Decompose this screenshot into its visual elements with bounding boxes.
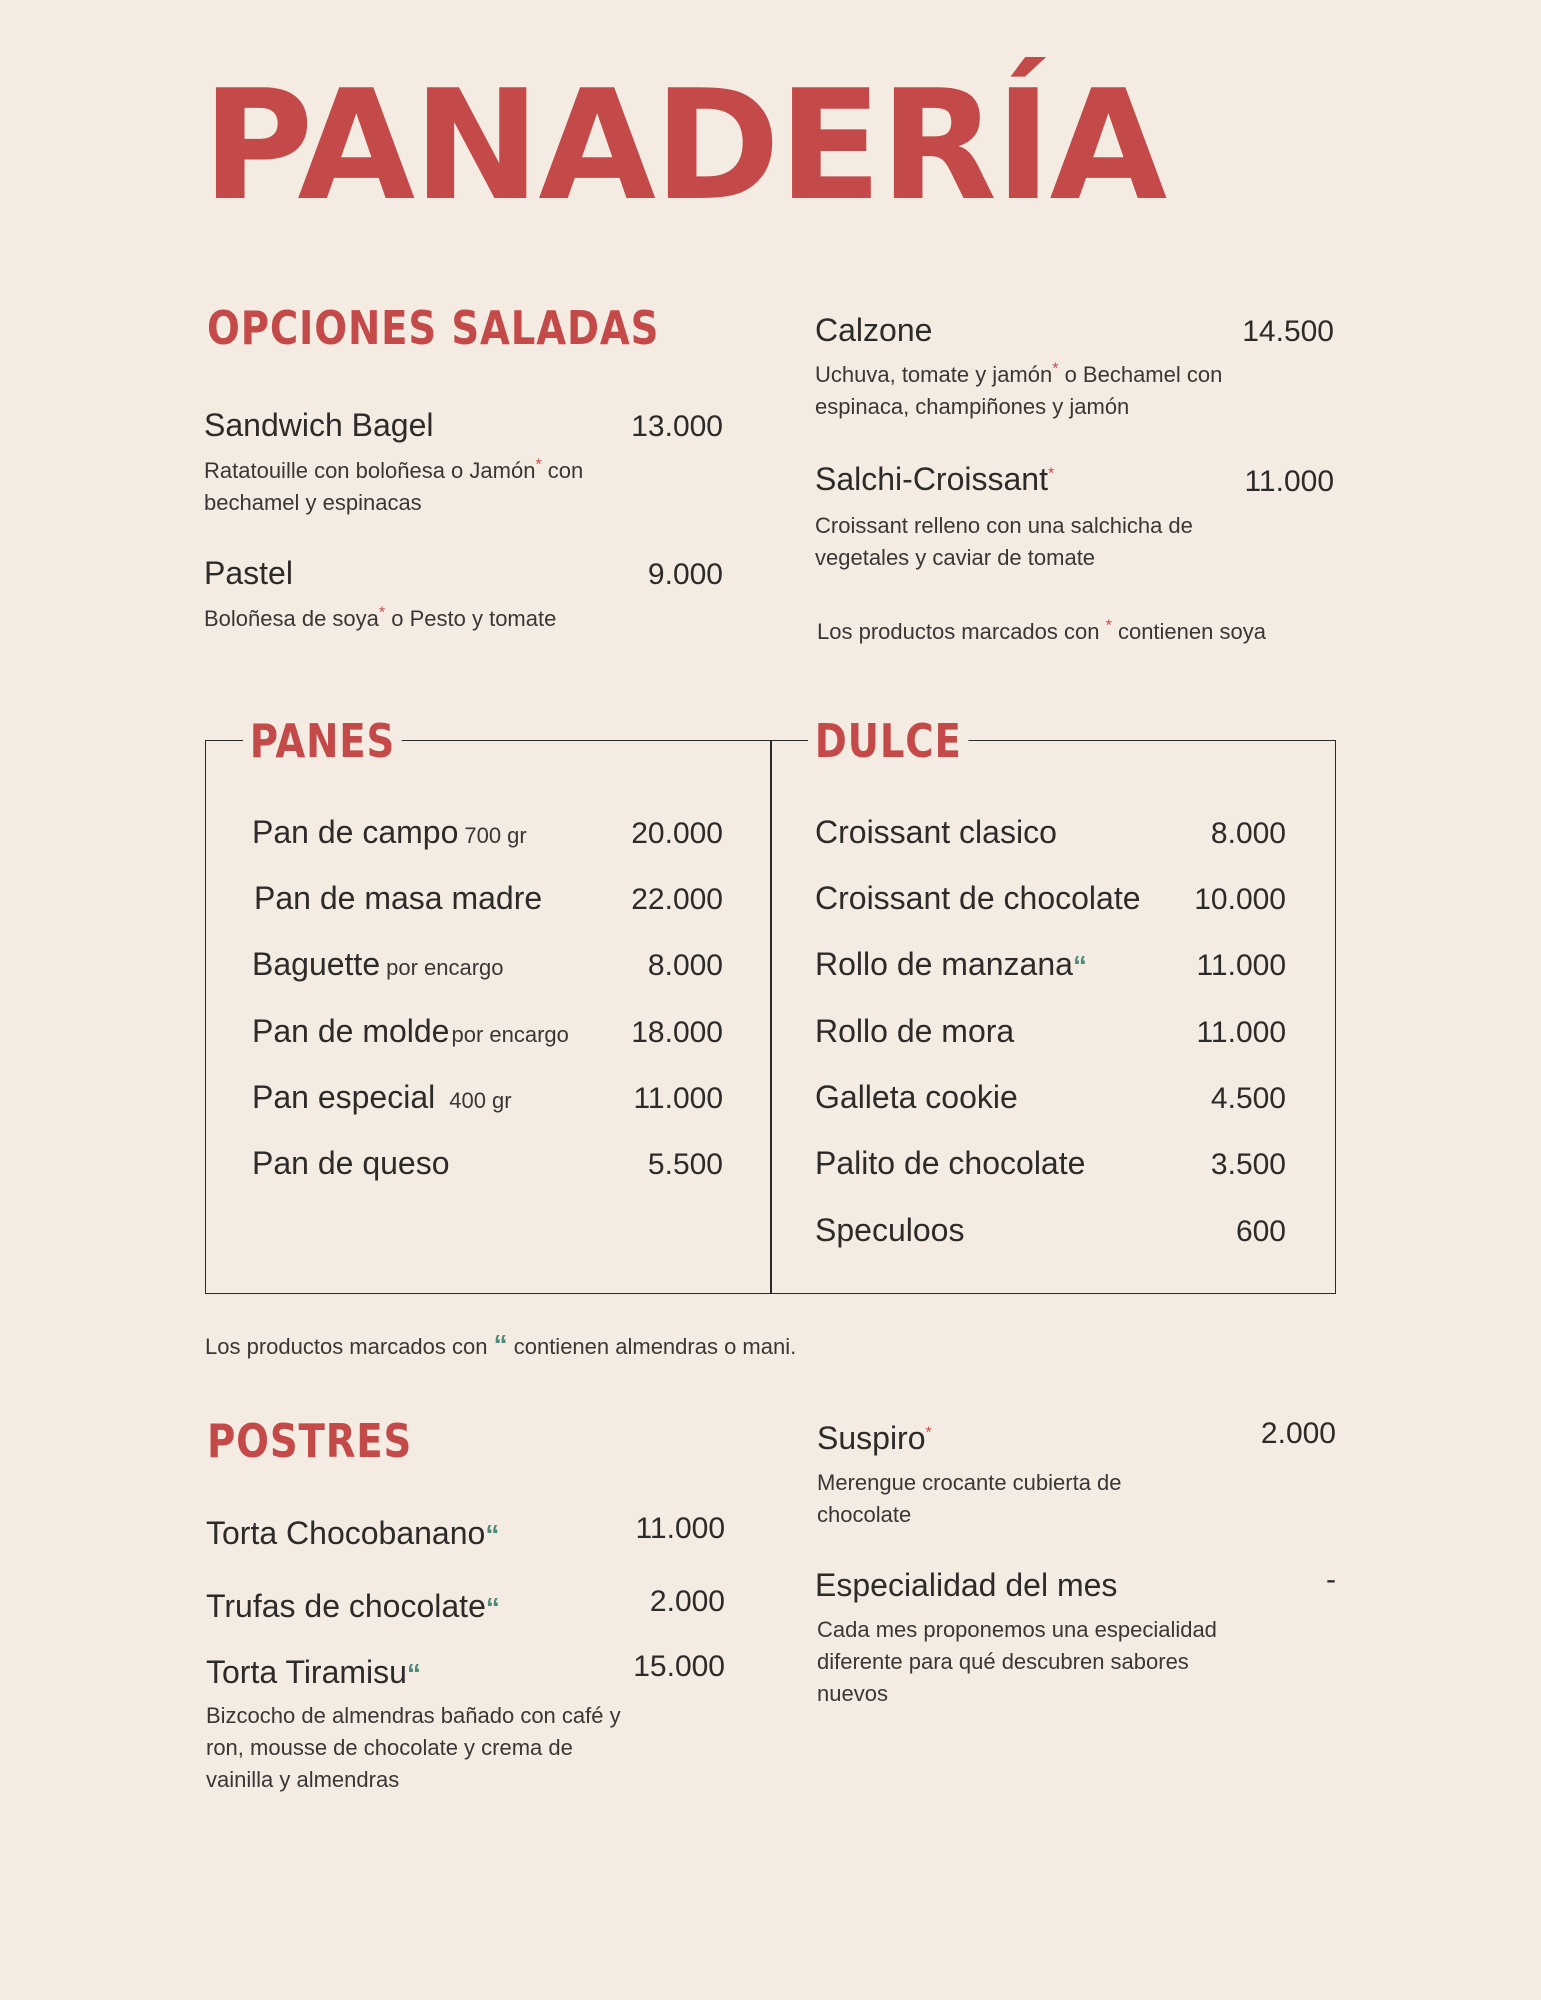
item-name-rollo-de-manzana: Rollo de manzana“ — [815, 946, 1087, 982]
item-desc-calzone: Uchuva, tomate y jamón* o Bechamel con espinaca, champiñones y jamón — [815, 360, 1223, 419]
item-price-suspiro: 2.000 — [1260, 1417, 1336, 1450]
item-name-croissant-clasico: Croissant clasico — [815, 814, 1057, 850]
item-price-trufas-de-chocolate: 2.000 — [649, 1585, 725, 1618]
item-name-galleta-cookie: Galleta cookie — [815, 1079, 1018, 1115]
item-price-rollo-de-manzana: 11.000 — [1196, 949, 1286, 982]
item-name-croissant-de-chocolate: Croissant de chocolate — [815, 880, 1141, 916]
item-name-rollo-de-mora: Rollo de mora — [815, 1013, 1015, 1049]
item-price-pastel: 9.000 — [647, 558, 723, 591]
item-name-torta-chocobanano: Torta Chocobanano“ — [206, 1515, 500, 1551]
item-price-pan-de-queso: 5.500 — [647, 1148, 723, 1181]
item-desc-torta-tiramisu: Bizcocho de almendras bañado con café y ron, mousse de chocolate y crema de vainilla y almendras — [206, 1703, 621, 1792]
item-name-pastel: Pastel — [204, 555, 293, 591]
item-price-croissant-de-chocolate: 10.000 — [1194, 883, 1286, 916]
item-price-torta-chocobanano: 11.000 — [635, 1512, 725, 1545]
item-name-torta-tiramisu: Torta Tiramisu“ — [206, 1654, 421, 1690]
item-price-croissant-clasico: 8.000 — [1210, 817, 1286, 850]
item-name-palito-de-chocolate: Palito de chocolate — [815, 1145, 1086, 1181]
item-name-pan-de-queso: Pan de queso — [252, 1145, 450, 1181]
item-name-pan-especial: Pan especial 400 gr — [252, 1079, 512, 1115]
section-heading-postres: POSTRES — [207, 1414, 413, 1468]
box-divider — [770, 740, 772, 1293]
item-desc-sandwich-bagel: Ratatouille con boloñesa o Jamón* con bechamel y espinacas — [204, 456, 584, 515]
item-price-galleta-cookie: 4.500 — [1210, 1082, 1286, 1115]
almond-note: Los productos marcados con “ contienen almendras o mani. — [205, 1329, 797, 1360]
item-price-rollo-de-mora: 11.000 — [1196, 1016, 1286, 1049]
item-name-pan-de-molde: Pan de moldepor encargo — [252, 1013, 569, 1049]
item-name-sandwich-bagel: Sandwich Bagel — [204, 407, 434, 443]
page-title: PANADERÍA — [202, 57, 1166, 234]
item-name-pan-de-masa-madre: Pan de masa madre — [254, 880, 543, 916]
item-name-calzone: Calzone — [815, 312, 933, 348]
item-price-palito-de-chocolate: 3.500 — [1210, 1148, 1286, 1181]
section-heading-panes: PANES — [243, 718, 402, 764]
item-price-sandwich-bagel: 13.000 — [631, 410, 723, 443]
section-heading-dulce: DULCE — [808, 718, 968, 764]
item-price-pan-especial: 11.000 — [633, 1082, 723, 1115]
item-name-baguette: Baguette por encargo — [252, 946, 504, 982]
soy-note: Los productos marcados con * contienen soya — [817, 617, 1266, 644]
item-name-salchi-croissant: Salchi-Croissant* — [815, 461, 1055, 497]
item-name-trufas-de-chocolate: Trufas de chocolate“ — [206, 1588, 500, 1624]
section-heading-saladas: OPCIONES SALADAS — [207, 301, 660, 355]
item-desc-suspiro: Merengue crocante cubierta de chocolate — [817, 1470, 1122, 1527]
item-desc-especialidad-del-mes: Cada mes proponemos una especialidad diferente para qué descubren sabores nuevos — [817, 1617, 1217, 1706]
item-name-speculoos: Speculoos — [815, 1212, 965, 1248]
item-name-suspiro: Suspiro* — [817, 1420, 932, 1456]
item-price-pan-de-molde: 18.000 — [631, 1016, 723, 1049]
item-name-pan-de-campo: Pan de campo 700 gr — [252, 814, 527, 850]
item-price-baguette: 8.000 — [647, 949, 723, 982]
item-desc-pastel: Boloñesa de soya* o Pesto y tomate — [204, 604, 557, 631]
item-price-pan-de-campo: 20.000 — [631, 817, 723, 850]
item-name-especialidad-del-mes: Especialidad del mes — [815, 1567, 1118, 1603]
item-price-especialidad-del-mes: - — [1326, 1563, 1336, 1596]
item-price-pan-de-masa-madre: 22.000 — [631, 883, 723, 916]
item-price-speculoos: 600 — [1235, 1215, 1286, 1248]
item-price-torta-tiramisu: 15.000 — [633, 1650, 725, 1683]
item-desc-salchi-croissant: Croissant relleno con una salchicha de vegetales y caviar de tomate — [815, 513, 1193, 570]
item-price-calzone: 14.500 — [1242, 315, 1334, 348]
item-price-salchi-croissant: 11.000 — [1244, 465, 1334, 498]
